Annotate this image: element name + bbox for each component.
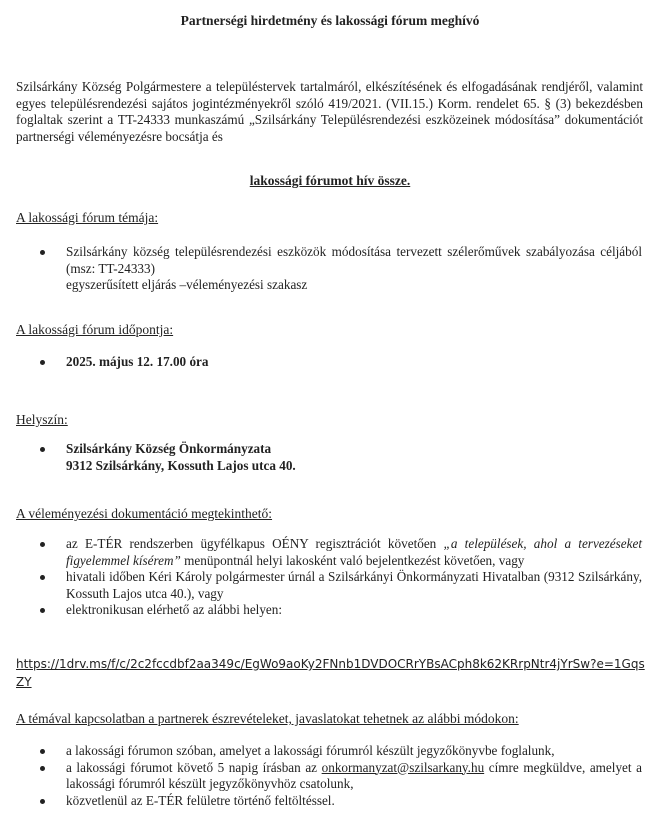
topic-line-2: egyszerűsített eljárás –véleményezési szakasz <box>66 277 308 292</box>
list-item <box>0 793 660 810</box>
docs-item1-post: menüpontnál helyi lakosként való bejelentkezést követően, vagy <box>180 552 525 568</box>
list-item <box>0 441 660 474</box>
date-heading: A lakossági fórum időpontja: <box>16 322 174 337</box>
location-list <box>0 441 660 474</box>
list-item <box>0 569 660 602</box>
docs-list <box>0 536 660 619</box>
docs-item1-pre: az E-TÉR rendszerben ügyfélkapus OÉNY regisztrációt követően <box>66 536 444 551</box>
location-heading: Helyszín: <box>16 412 68 427</box>
list-item <box>0 354 660 371</box>
topic-heading: A lakossági fórum témája: <box>16 210 159 225</box>
email-link[interactable]: onkormanyzat@szilsarkany.hu <box>321 759 485 775</box>
intro-paragraph: Szilsárkány Község Polgármestere a településtervek tartalmáról, elkészítésének és elfogadásának rendjéről, valamint egyes településrendezési sajátos jogintézményekről szóló 419/2021. (VII.15.) Korm. rendelet 65. § (3) bekezdésben foglaltak szerint a TT-24333 munkaszámú „Szilsárkány Településrendezési eszközeinek módosítása” dokumentációt partnerségi véleményezésre bocsátja és <box>16 79 643 144</box>
date-value: 2025. május 12. 17.00 óra <box>66 354 209 369</box>
document-link[interactable]: https://1drv.ms/f/c/2c2fccdbf2aa349c/EgWo9aoKy2FNnb1DVDOCRrYBsACph8k62KRrpNtr4jYrSw?e=1GqsZY <box>16 657 645 689</box>
comments-item2-pre: a lakossági fórumot követő 5 napig írásban az <box>66 759 322 775</box>
list-item <box>0 760 660 793</box>
comments-list <box>0 743 660 809</box>
location-name: Szilsárkány Község Önkormányzata <box>66 441 272 456</box>
list-item <box>0 602 660 619</box>
comments-item1: a lakossági fórumon szóban, amelyet a lakossági fórumról készült jegyzőkönyvbe foglalunk, <box>66 743 555 758</box>
docs-item2: hivatali időben Kéri Károly polgármester úrnál a Szilsárkányi Önkormányzati Hivatalban (9312 Szilsárkány, Kossuth Lajos utca 40.), vagy <box>66 569 642 601</box>
docs-heading: A véleményezési dokumentáció megtekinthető: <box>16 506 273 521</box>
document-title: Partnerségi hirdetmény és lakossági fórum meghívó <box>180 13 480 28</box>
comments-heading: A témával kapcsolatban a partnerek észrevételeket, javaslatokat tehetnek az alábbi módokon: <box>16 711 519 726</box>
date-list <box>0 354 660 371</box>
list-item <box>0 743 660 760</box>
topic-list <box>0 244 660 294</box>
topic-line-1: Szilsárkány község településrendezési eszközök módosítása tervezett szélerőművek szabályozása céljából (msz: TT-24333) <box>66 244 642 276</box>
docs-item1-italic: „a települések, ahol a tervezéseket figyelemmel kísérem” <box>66 536 642 568</box>
comments-item3: közvetlenül az E-TÉR felületre történő feltöltéssel. <box>66 792 335 808</box>
forum-call: lakossági fórumot hív össze. <box>249 173 411 188</box>
list-item <box>0 536 660 569</box>
comments-item2-post: címre megküldve, amelyet a lakossági fórumról készült jegyzőkönyvhöz csatolunk, <box>66 759 642 791</box>
location-address: 9312 Szilsárkány, Kossuth Lajos utca 40. <box>66 457 296 473</box>
list-item <box>0 244 660 294</box>
docs-item3: elektronikusan elérhető az alábbi helyen: <box>66 602 283 617</box>
